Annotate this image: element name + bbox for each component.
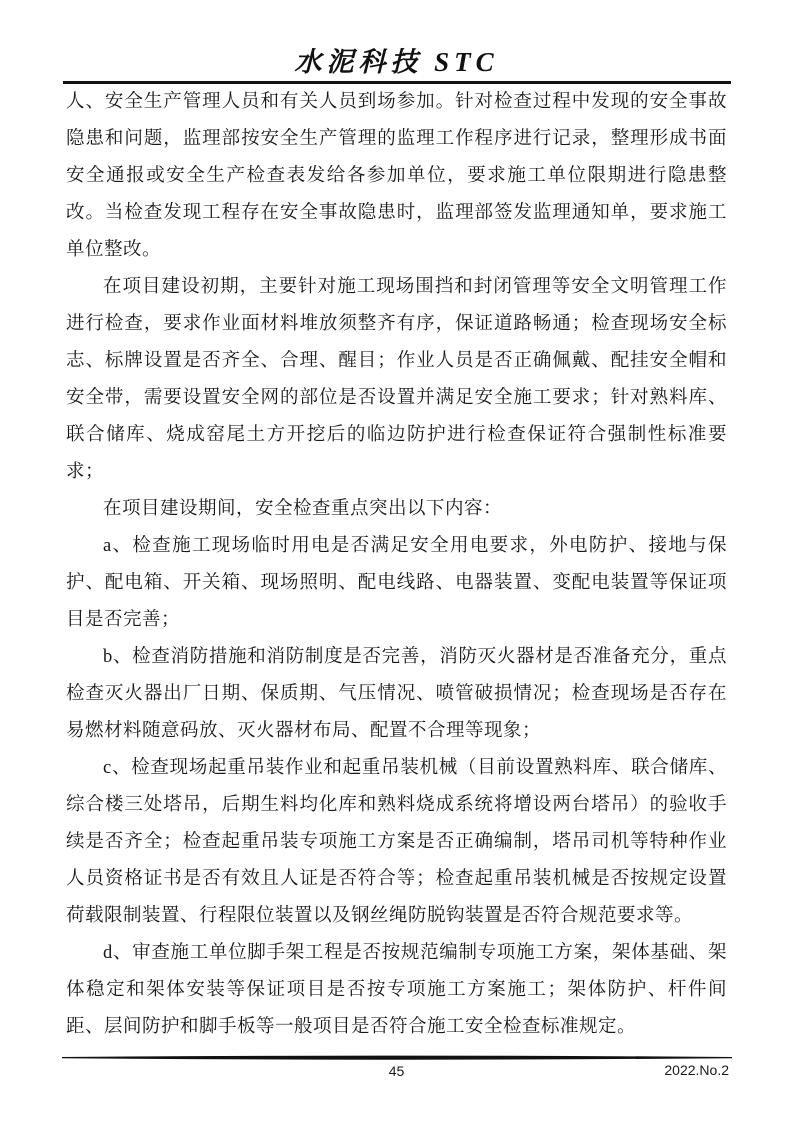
document-body <box>66 84 727 1046</box>
paragraph-continuation: 人、安全生产管理人员和有关人员到场参加。针对检查过程中发现的安全事故隐患和问题，监理部按安全生产管理的监理工作程序进行记录，整理形成书面安全通报或安全生产检查表发给各参加单位，要求施工单位限期进行隐患整改。当检查发现工程存在安全事故隐患时，监理部签发监理通知单，要求施工单位整改。 <box>66 92 727 260</box>
paragraph-item-a: a、检查施工现场临时用电是否满足安全用电要求，外电防护、接地与保护、配电箱、开关箱、现场照明、配电线路、电器装置、变配电装置等保证项目是否完善； <box>66 536 727 630</box>
issue-label: 2022.No.2 <box>664 1062 729 1078</box>
paragraph-item-b: b、检查消防措施和消防制度是否完善，消防灭火器材是否准备充分，重点检查灭火器出厂日期、保质期、气压情况、喷管破损情况；检查现场是否存在易燃材料随意码放、灭火器材布局、配置不合理等现象； <box>66 647 727 741</box>
paragraph-item-d: d、审查施工单位脚手架工程是否按规范编制专项施工方案，架体基础、架体稳定和架体安装等保证项目是否按专项施工方案施工；架体防护、杆件间距、层间防护和脚手板等一般项目是否符合施工安全检查标准规定。 <box>66 943 727 1037</box>
paragraph-item-c: c、检查现场起重吊装作业和起重吊装机械（目前设置熟料库、联合储库、综合楼三处塔吊，后期生料均化库和熟料烧成系统将增设两台塔吊）的验收手续是否齐全；检查起重吊装专项施工方案是否正确编制，塔吊司机等特种作业人员资格证书是否有效且人证是否符合等；检查起重吊装机械是否按规定设置荷载限制装置、行程限位装置以及钢丝绳防脱钩装置是否符合规范要求等。 <box>66 758 727 926</box>
paragraph-initial-phase: 在项目建设初期，主要针对施工现场围挡和封闭管理等安全文明管理工作进行检查，要求作业面材料堆放须整齐有序，保证道路畅通；检查现场安全标志、标牌设置是否齐全、合理、醒目；作业人员是否正确佩戴、配挂安全帽和安全带，需要设置安全网的部位是否设置并满足安全施工要求；针对熟料库、联合储库、烧成窑尾土方开挖后的临边防护进行检查保证符合强制性标准要求； <box>66 277 727 482</box>
journal-title: 水泥科技 STC <box>294 47 499 77</box>
page-number: 45 <box>388 1063 405 1079</box>
footer-rule <box>62 1055 732 1061</box>
paragraph-construction-period: 在项目建设期间，安全检查重点突出以下内容： <box>103 499 503 519</box>
